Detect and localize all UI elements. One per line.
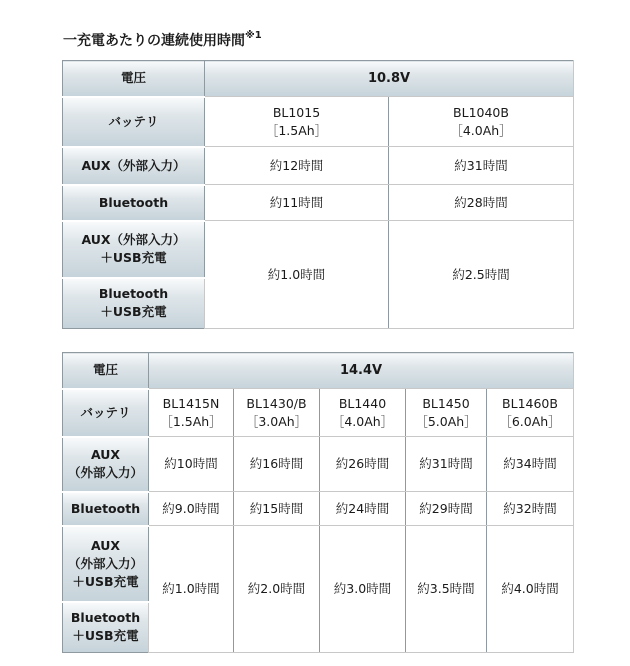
runtime-cell: 約26時間 bbox=[320, 437, 406, 492]
title-footnote-mark: ※1 bbox=[245, 30, 262, 42]
runtime-cell: 約15時間 bbox=[234, 492, 320, 526]
battery-cell bbox=[149, 389, 234, 437]
battery-capacity: ［4.0Ah］ bbox=[450, 122, 512, 138]
bt-usb-label-line: Bluetooth bbox=[98, 286, 169, 302]
voltage-label: 電圧 bbox=[63, 353, 149, 389]
bluetooth-row bbox=[63, 185, 574, 221]
aux-label-line: （外部入力） bbox=[67, 465, 143, 480]
runtime-cell: 約12時間 bbox=[205, 147, 389, 185]
aux-usb-label-line: ＋USB充電 bbox=[100, 250, 167, 265]
battery-label: バッテリ bbox=[63, 97, 205, 147]
battery-model: BL1430/B bbox=[246, 395, 307, 411]
runtime-cell: 約31時間 bbox=[389, 147, 574, 185]
battery-cell bbox=[320, 389, 406, 437]
battery-cell bbox=[406, 389, 487, 437]
aux-usb-label bbox=[63, 526, 149, 602]
bt-usb-label-line: ＋USB充電 bbox=[72, 628, 139, 644]
runtime-cell: 約28時間 bbox=[389, 185, 574, 221]
aux-row bbox=[63, 437, 574, 492]
battery-cell bbox=[487, 389, 574, 437]
aux-label-line: AUX bbox=[90, 447, 121, 462]
aux-usb-row bbox=[63, 526, 574, 602]
aux-usb-label-line: （外部入力） bbox=[67, 555, 143, 571]
aux-row bbox=[63, 147, 574, 185]
page-title bbox=[63, 30, 262, 50]
battery-row bbox=[63, 97, 574, 147]
runtime-cell: 約1.0時間 bbox=[205, 221, 389, 329]
bt-usb-label-line: Bluetooth bbox=[70, 610, 141, 626]
bluetooth-label: Bluetooth bbox=[63, 492, 149, 526]
runtime-cell: 約9.0時間 bbox=[149, 492, 234, 526]
voltage-value: 10.8V bbox=[205, 61, 574, 97]
aux-label bbox=[63, 437, 149, 492]
runtime-cell: 約10時間 bbox=[149, 437, 234, 492]
voltage-label: 電圧 bbox=[63, 61, 205, 97]
voltage-row bbox=[63, 353, 574, 389]
battery-model: BL1415N bbox=[162, 395, 220, 411]
runtime-cell: 約2.5時間 bbox=[389, 221, 574, 329]
bt-usb-label bbox=[63, 602, 149, 653]
title-text: 一充電あたりの連続使用時間 bbox=[63, 33, 245, 49]
battery-label: バッテリ bbox=[63, 389, 149, 437]
battery-model: BL1450 bbox=[422, 395, 470, 411]
runtime-cell: 約3.5時間 bbox=[406, 526, 487, 653]
battery-cell bbox=[205, 97, 389, 147]
spec-table-10-8v bbox=[62, 60, 574, 329]
voltage-row bbox=[63, 61, 574, 97]
voltage-value: 14.4V bbox=[149, 353, 574, 389]
battery-model: BL1040B bbox=[453, 104, 509, 120]
runtime-cell: 約24時間 bbox=[320, 492, 406, 526]
battery-cell bbox=[234, 389, 320, 437]
runtime-cell: 約4.0時間 bbox=[487, 526, 574, 653]
bluetooth-row bbox=[63, 492, 574, 526]
battery-capacity: ［6.0Ah］ bbox=[499, 413, 561, 429]
aux-usb-label-line: AUX bbox=[90, 537, 121, 553]
aux-usb-label-line: ＋USB充電 bbox=[72, 573, 139, 589]
aux-usb-row bbox=[63, 221, 574, 278]
runtime-cell: 約3.0時間 bbox=[320, 526, 406, 653]
spec-table-14-4v bbox=[62, 352, 574, 653]
runtime-cell: 約34時間 bbox=[487, 437, 574, 492]
battery-model: BL1440 bbox=[338, 395, 387, 411]
aux-usb-label-line: AUX（外部入力） bbox=[81, 232, 186, 247]
battery-row bbox=[63, 389, 574, 437]
battery-capacity: ［3.0Ah］ bbox=[245, 413, 308, 429]
runtime-cell: 約2.0時間 bbox=[234, 526, 320, 653]
runtime-cell: 約32時間 bbox=[487, 492, 574, 526]
runtime-cell: 約31時間 bbox=[406, 437, 487, 492]
battery-model: BL1015 bbox=[272, 104, 321, 120]
battery-capacity: ［4.0Ah］ bbox=[331, 413, 394, 429]
aux-usb-label bbox=[63, 221, 205, 278]
runtime-cell: 約29時間 bbox=[406, 492, 487, 526]
battery-capacity: ［5.0Ah］ bbox=[415, 413, 477, 429]
battery-capacity: ［1.5Ah］ bbox=[265, 122, 328, 138]
battery-cell bbox=[389, 97, 574, 147]
bt-usb-label bbox=[63, 278, 205, 329]
bluetooth-label: Bluetooth bbox=[63, 185, 205, 221]
aux-label: AUX（外部入力） bbox=[63, 147, 205, 185]
bt-usb-label-line: ＋USB充電 bbox=[100, 304, 167, 320]
battery-model: BL1460B bbox=[502, 395, 558, 411]
runtime-cell: 約1.0時間 bbox=[149, 526, 234, 653]
runtime-cell: 約16時間 bbox=[234, 437, 320, 492]
runtime-cell: 約11時間 bbox=[205, 185, 389, 221]
battery-capacity: ［1.5Ah］ bbox=[160, 413, 222, 429]
